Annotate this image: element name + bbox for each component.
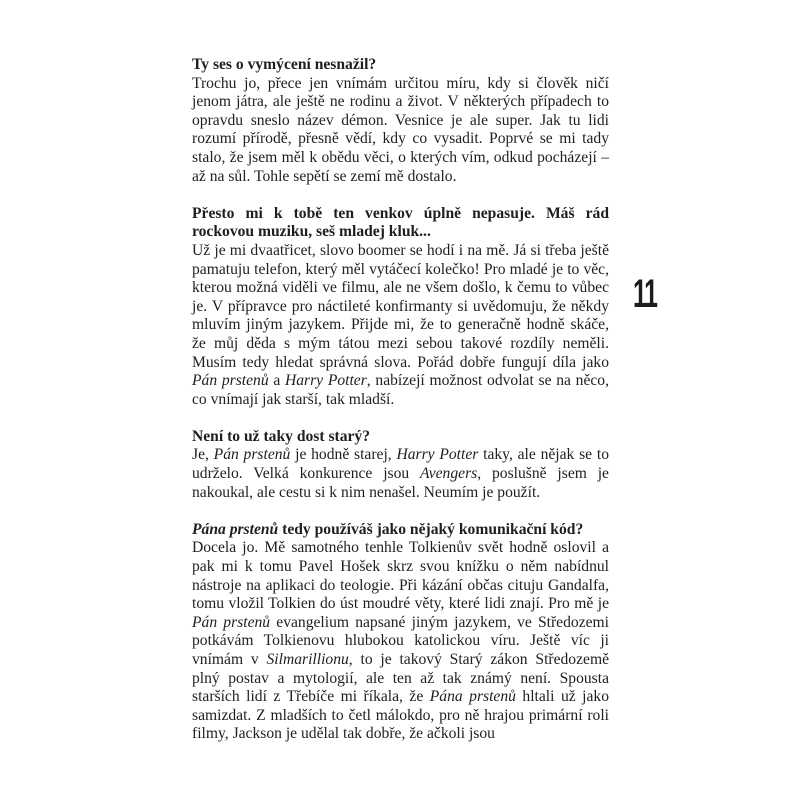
text-segment: tedy používáš jako nějaký komunikační kód? bbox=[278, 520, 584, 538]
text-segment: hltali už jako samizdat. Z mladších to četl málokdo, pro ně hrajou primární roli filmy, Jackson je udělal tak dobře, že ačkoli jsou bbox=[192, 688, 609, 743]
interview-answer bbox=[192, 446, 609, 502]
work-title-italic: Pána prstenů bbox=[429, 688, 516, 706]
text-segment: a bbox=[268, 372, 285, 390]
text-segment: je hodně starej, bbox=[290, 446, 397, 464]
interview-answer bbox=[192, 539, 609, 744]
work-title-italic: Avengers bbox=[420, 465, 478, 483]
text-segment: Docela jo. Mě samotného tenhle Tolkienův svět hodně oslovil a pak mi k tomu Pavel Hošek skrz svou knížku o něm nabídnul nástroje na aplikaci do teologie. Při kázání občas cituju Gandalfa, tomu vložil Tolkien do úst moudré věty, které lidi znají. Pro mě je bbox=[192, 539, 609, 613]
text-segment: Trochu jo, přece jen vnímám určitou míru, kdy si člověk ničí jenom játra, ale ještě ne rodinu a život. V některých případech to opravdu sneslo název démon. Vesnice je ale super. Jak tu lidi rozumí přírodě, přesně vědí, kdy co vysadit. Poprvé se mi tady stalo, že jsem měl k obědu věci, o kterých vím, odkud pocházejí – až na sůl. Tohle sepětí se zemí mě dostalo. bbox=[192, 74, 609, 185]
work-title-italic: Silmarillionu bbox=[266, 651, 349, 668]
text-segment: taky, ale nějak se to udrželo. Velká konkurence jsou bbox=[192, 446, 609, 483]
interview-question bbox=[192, 205, 609, 242]
text-segment: Není to už taky dost starý? bbox=[192, 427, 371, 445]
interview-question bbox=[192, 521, 609, 540]
text-segment: Ty ses o vymýcení nesnažil? bbox=[192, 56, 377, 73]
page-number: 11 bbox=[633, 272, 657, 316]
interview-question bbox=[192, 56, 609, 75]
work-title-italic: Pán prstenů bbox=[192, 613, 271, 631]
text-segment: , to je takový Starý zákon Středozemě plný postav a mytologií, ale ten až tak známý není. Spousta starších lidí z Třebíče mi říkala, že bbox=[192, 651, 609, 706]
article-blocks bbox=[192, 56, 609, 744]
work-title-italic: Harry Potter bbox=[284, 372, 367, 390]
text-segment: , nabízejí možnost odvolat se na něco, co vnímají jak starší, tak mladší. bbox=[192, 372, 609, 408]
text-segment: , poslušně jsem je nakoukal, ale cestu si k nim nenašel. Neumím je použít. bbox=[192, 465, 609, 501]
work-title-italic: Pán prstenů bbox=[213, 446, 291, 464]
interview-answer bbox=[192, 242, 609, 409]
work-title-italic: Pán prstenů bbox=[192, 372, 269, 390]
interview-answer bbox=[192, 75, 609, 187]
interview-question bbox=[192, 428, 609, 447]
text-segment: Je, bbox=[192, 446, 214, 464]
text-segment: Už je mi dvaatřicet, slovo boomer se hodí i na mě. Já si třeba ještě pamatuju telefon, který měl vytáčecí kolečko! Pro mladé je to věc, kterou možná viděli ve filmu, ale ne všem došlo, k čemu to vůbec je. V přípravce pro náctileté konfirmanty si uvědomuju, že někdy mluvím jiným jazykem. Přijde mi, že to generačně hodně skáče, že můj děda s mým tátou mezi sebou takové rozdíly neměli. Musím tedy hledat správná slova. Pořád dobře fungují díla jako bbox=[192, 241, 609, 371]
text-segment: evangelium napsané jiným jazykem, ve Středozemi potkávám Tolkienovu hlubokou katolickou víru. Ještě víc ji vnímám v bbox=[192, 613, 609, 668]
work-title-italic: Pána prstenů bbox=[192, 520, 279, 538]
text-segment: Přesto mi k tobě ten venkov úplně nepasuje. Máš rád rockovou muziku, seš mladej kluk... bbox=[192, 204, 609, 241]
work-title-italic: Harry Potter bbox=[396, 446, 479, 464]
